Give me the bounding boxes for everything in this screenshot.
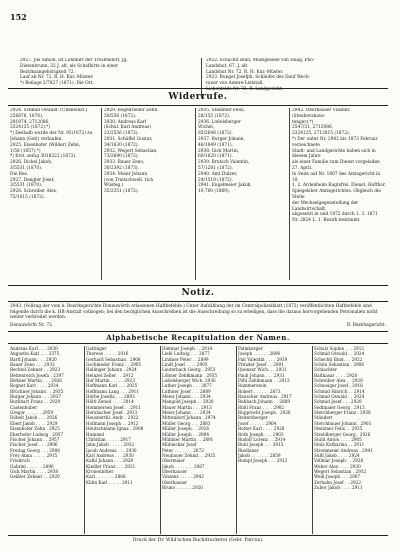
column-divider xyxy=(312,346,313,534)
text-line: Balthasar . . . . 2928 xyxy=(314,372,358,378)
text-line: Reitersberger xyxy=(238,415,268,421)
text-line: Dietmar Joseph . . 2914 xyxy=(162,346,213,351)
text-line: Meier Johann . . . 2934 xyxy=(162,410,211,416)
text-line: Schweiger Josef . 2918 xyxy=(314,383,363,389)
text-line: Liebl Ludwig . . . 2877 xyxy=(162,351,210,357)
text-line: 34/1630 (1872). xyxy=(104,142,139,148)
text-line: 256878, 1870), xyxy=(10,113,44,119)
text-line: Vinzenz . . . . . 2942 xyxy=(162,474,204,480)
column-divider xyxy=(160,346,161,534)
text-line: 2937. Burger Johann, xyxy=(198,136,245,142)
text-line: Schreiber Alex . . 2928 xyxy=(314,378,363,384)
text-line: Peter . . . . . . . 2872 xyxy=(162,447,204,453)
text-line: 2935. Steinmer Felix, xyxy=(198,108,245,113)
text-line: Höltl Zenod . . . . 2914 xyxy=(86,399,134,405)
index-column-2 xyxy=(86,346,160,538)
index-column-4 xyxy=(238,346,312,538)
section-title-notiz: Notiz. xyxy=(181,288,215,298)
column-divider xyxy=(195,108,196,280)
text-line: 2926. Dickel Jakob, xyxy=(10,160,53,166)
text-line: 23/2556 (1872). xyxy=(104,131,139,137)
text-line: Eberl Jakob . . . . 2929 xyxy=(10,420,58,426)
text-line: Steinmer Felix . . 2935 xyxy=(314,426,363,432)
text-line: Zerhahn Josef . . 2922 xyxy=(314,479,361,485)
text-line: *) Der unter Nr. 2942 bis 1873 Februar verzeichnete xyxy=(292,136,378,148)
text-line: Die Res. xyxy=(10,171,29,177)
text-line: Ruhl Joseph . . . 2913 xyxy=(238,442,284,448)
text-line: Zuber Jakob . . . . 2911 xyxy=(314,484,363,490)
signature-place: Donauwörth Nr. 72. xyxy=(10,323,54,328)
text-line: Ekerhofer Ludwig . 2957 xyxy=(10,431,64,437)
text-line: Hoffmann Karl . . . 2925 xyxy=(86,383,138,389)
text-line: 75/1015 (1872). xyxy=(10,194,45,200)
text-line: Pauli Johann . . . 2931 xyxy=(238,372,285,378)
text-line: 2930. Andreas Karl xyxy=(104,119,147,125)
text-line: Therese . . . . . 2916 xyxy=(86,351,129,357)
text-line: 2941. Engelmeier Jakob, xyxy=(198,183,252,189)
text-line: 3/5531 (1870). xyxy=(10,183,43,189)
text-line: Nr. 2824 L. 1. Bezirk bestimmt. xyxy=(292,218,361,224)
index-column-3 xyxy=(162,346,236,538)
text-line: Landshut, 67. J. alt. xyxy=(206,63,249,69)
text-line: Rudolf Lorenz . . 2914 xyxy=(238,436,286,442)
text-line: der Wechselgegenstellung der Landwirtschaft, xyxy=(292,200,359,212)
text-line: Castenhuber xyxy=(10,404,38,410)
text-line: Rotter Karl . . . . 2928 xyxy=(238,426,285,432)
text-line: Rauscher Andreas . 2917 xyxy=(238,394,292,400)
text-line: Riedlaner xyxy=(238,447,259,453)
text-line: Stolz Katharina . . 2911 xyxy=(314,442,365,448)
text-line: 2324125, 2712815 (1872). xyxy=(292,131,351,137)
text-line: Sterchbauer Johann . 2903 xyxy=(314,420,372,426)
text-line: (von Traitschwell. rich xyxy=(104,177,154,183)
column-divider xyxy=(84,346,85,534)
page-number: 152 xyxy=(10,12,27,22)
widerrufe-column-2 xyxy=(104,108,194,286)
text-line: 60/1620 (1871). xyxy=(198,154,233,160)
text-line: Rupprecht Joseph . 2926 xyxy=(238,410,291,416)
text-line: Spiegelsber Amtsgerichtes. Obgleich die Stelle xyxy=(292,189,381,200)
text-line: 50/556 (1872). xyxy=(104,113,137,119)
text-line: Eisenhofer Zehn . 2925 xyxy=(10,426,60,432)
text-line: (Schul. Karl Andreas) xyxy=(104,125,151,131)
text-line: tenger).*) xyxy=(292,119,314,125)
text-line: 46/1849 (1871). xyxy=(198,142,233,148)
text-line: Kühn Karl . . . . . 2911 xyxy=(86,479,133,485)
column-divider xyxy=(101,108,102,280)
text-line: Frey Anna . . . . . 2915 xyxy=(10,452,58,458)
text-line: Paß Valentin . . . . 2939 xyxy=(238,356,288,362)
horizontal-rule xyxy=(8,105,388,106)
text-line: Hofmann Joseph . . 2912 xyxy=(86,420,139,426)
text-line: Palmberger xyxy=(238,346,263,351)
section-title-widerrufe: Widerrufe. xyxy=(168,92,228,102)
text-line: Sterchberger Franz . 2938 xyxy=(314,410,371,416)
text-line: Rößl Franz . . . . 2902 xyxy=(238,404,285,410)
text-line: Quenzer Wich. . . 2931 xyxy=(238,367,287,373)
text-line: 2936. Loßelsberger xyxy=(198,119,241,125)
text-line: Oberhauser xyxy=(162,468,188,474)
text-line: Hoffmann Lang . . . 2911 xyxy=(86,388,139,394)
text-line: 2547/31, 2712086, xyxy=(292,125,334,131)
text-line: Lindner Peter . . 2899 xyxy=(162,356,209,362)
text-line: Hummel xyxy=(86,431,105,437)
text-line: 2924. Schmid Oswald. (Übeneinzt.) xyxy=(10,108,88,113)
text-line: Liebenfelde Nr. 72. R. Landgericht. xyxy=(206,86,284,92)
text-line: (Steuberahaus- xyxy=(292,113,326,119)
text-line: 2927. Dengler Josef, xyxy=(10,177,55,183)
text-line: Brückner Johann . . 2935 xyxy=(10,388,64,394)
text-line: Karl Andreas . . . 2930 xyxy=(86,452,134,458)
text-line: Gick Martin . . . . 2938 xyxy=(10,468,59,474)
notiz-paragraph: 2943. (Vollzug der vom k. Bezirksgerichte Donauwörth erlassenen Haftbefehle.) Unter Aufzählung der im Centralpolizeiblatt (1872) veröffentlichten Haftbefehle sind folgende durch die k. Hft-Anstalt vollzogen; bei den bezüglichen Ausschreiben ist die Ausschreibung so zu erledigen, dass die daraus hervorgehenden Personalien nicht weiter verbreitet werden. xyxy=(10,304,378,321)
column-divider xyxy=(289,108,290,280)
text-line: Hof Martin . . . . . 2923 xyxy=(86,378,135,384)
printer-footer: Druck der Dr. Wild'schen Buchdruckerei (Gebr. Parcus). xyxy=(132,538,264,543)
text-line: Kalbl Johann . . . 2928 xyxy=(86,458,134,464)
text-line: Mangold Joseph . . 2926 xyxy=(162,399,214,405)
text-line: Müller Joseph . . 2926 xyxy=(162,426,209,432)
horizontal-rule xyxy=(8,343,388,344)
horizontal-rule xyxy=(8,535,388,536)
text-line: Streblberger Georg . 2926 xyxy=(314,431,371,437)
text-line: Mühlner Martin . . 2891 xyxy=(162,436,214,442)
widerrufe-section xyxy=(10,108,386,286)
text-line: Schulz Sophie . . . 2912 xyxy=(314,346,365,351)
text-line: Heinzel Zeller . . 2912 xyxy=(86,372,134,378)
text-line: Weber Alex . . . . 2930 xyxy=(314,463,361,469)
horizontal-rule xyxy=(8,301,388,302)
text-line: 2923. Bungel Josefph, Schleifer des Dauf Wech- xyxy=(206,75,311,81)
text-line: Fischer Josef . . . 2996 xyxy=(10,442,58,448)
text-line: Kindler Franz . . . 2921 xyxy=(86,463,136,469)
text-line: 2938. Gick Martin, xyxy=(198,148,240,154)
text-line: Gabriel . . . . . . 2896 xyxy=(10,463,54,469)
text-line: Fischer Johann . . 2957 xyxy=(10,436,60,442)
text-line: Heusnerthl. Andr. . 2922 xyxy=(86,415,139,421)
text-line: Mauer Martin . . . 2913 xyxy=(162,404,212,410)
horizontal-rule xyxy=(8,285,388,286)
text-line: Gattinger xyxy=(86,346,107,351)
text-line: Prinzler Josef . . 2901 xyxy=(238,362,284,368)
text-line: 2934. Meier Johann xyxy=(104,171,148,177)
text-line: Rehbach Johann . . 2889 xyxy=(238,399,290,405)
text-line: Wegert Sebastian . 2932 xyxy=(314,468,367,474)
text-line: Bogner Karl . . . . 2934 xyxy=(10,383,59,389)
text-line: Geißler Zehner . . 2920 xyxy=(10,474,60,480)
text-line: Angustin Karl . . . 2375 xyxy=(10,351,60,357)
text-line: 3/5531 (1870). xyxy=(10,165,43,171)
text-line: Hörbe Josefia . . . 2893 xyxy=(86,394,135,400)
text-line: Stuhl Anton . . . . 2905 xyxy=(314,436,362,442)
index-column-1 xyxy=(10,346,84,538)
text-line: 28/155 (1872). xyxy=(198,113,231,119)
text-line: Bezirksangehörigkeit 72. xyxy=(20,69,75,75)
text-line: Schmid Oswald . . 2924 xyxy=(314,394,365,400)
text-line: Joseph . . . . . . 2896 xyxy=(238,351,281,357)
text-line: Meier Johann . . . 2934 xyxy=(162,394,211,400)
signature-authority: R. Bezirksgericht. xyxy=(346,323,386,328)
text-line: *) Beilage 2/7827 (1871). Die Ort. xyxy=(20,81,94,87)
text-line: Bruno . . . . . . 2920 xyxy=(162,484,203,490)
text-line: Loßelsberger Wich. 2936 xyxy=(162,378,216,384)
text-line: Luthner Josef . . . 2889 xyxy=(162,388,211,394)
text-line: Bettenreich Josefa . 2397 xyxy=(10,372,64,378)
text-line: Schlachter xyxy=(314,367,337,373)
text-line: Müller Joseph . . 2904 xyxy=(162,431,209,437)
text-line: Freitag Georg . . . 2908 xyxy=(10,447,60,453)
text-line: Burkhart Franz . . 2929 xyxy=(10,399,61,405)
text-line: Robert . . . . . . 2873 xyxy=(238,388,281,394)
text-line: 10,700 (1869). xyxy=(198,189,231,195)
text-line: 2939. Brutsch Valentin, xyxy=(198,160,250,166)
text-line: Rammerstein xyxy=(238,383,267,389)
text-line: Bartl Johann . . . 2920 xyxy=(10,356,57,362)
text-line: 24/1519 (1872). xyxy=(198,177,233,183)
text-line: Mittendorf Johann . 2974 xyxy=(162,415,216,421)
text-line: 73/2690 (1872). xyxy=(104,154,139,160)
text-line: rauer von Autere-Leitstall. xyxy=(206,81,264,87)
text-line: 85/2648 (1872). xyxy=(198,131,233,137)
text-line: Wüsteg.) xyxy=(104,183,124,189)
text-line: Gschmeder Franz . . 2905 xyxy=(86,362,142,368)
text-line: Schön Sebastian . 2906 xyxy=(314,362,364,368)
text-line: 1/58 (1857).*) xyxy=(10,148,41,154)
text-line: *) Deshalb wurde der Nr. 95(1872) zu Johann (Gott) verlaufen. xyxy=(10,131,93,142)
text-line: Süßl Jakob . . . . 2924 xyxy=(314,452,360,458)
text-line: Weiß Joseph . . . 2907 xyxy=(314,474,361,480)
text-line: Vollmar Joseph . . 2928 xyxy=(314,458,364,464)
text-line: Bechtel Zehner . . 2923 xyxy=(10,367,61,373)
name-index xyxy=(10,346,386,538)
text-line: Burger Johann . . . 2937 xyxy=(10,394,62,400)
horizontal-rule xyxy=(8,331,388,332)
widerrufe-column-4 xyxy=(292,108,386,286)
notiz-signature xyxy=(10,323,386,328)
text-line: 2931. Schäffel Gustav, xyxy=(104,136,153,142)
text-line: Friedrich xyxy=(10,458,30,464)
text-line: 35/2351 (1872). xyxy=(104,189,139,195)
text-line: 2940. Amt Dulzer, xyxy=(198,171,238,177)
text-line: 57/1281 (1872). xyxy=(198,165,233,171)
text-line: Oberhauser xyxy=(162,479,188,485)
widerrufe-column-1 xyxy=(10,108,100,286)
column-divider xyxy=(236,346,237,534)
text-line: Sedlmaier Georg . 2913 xyxy=(314,404,365,410)
text-line: Wichel, xyxy=(198,125,215,131)
text-line: Schmid Hinrich . . 2914 xyxy=(314,388,365,394)
text-line: Schmid Oswald . . 2924 xyxy=(314,351,365,357)
text-line: Hallinger Johann . 2924 xyxy=(86,367,137,373)
text-line: Christian . . . . . 2917 xyxy=(86,436,131,442)
text-line: Horsbacher Josef . 2923 xyxy=(86,410,138,416)
text-line: Müller Georg . . . 2883 xyxy=(162,420,211,426)
text-line: Jakob . . . . . . . 2859 xyxy=(238,452,281,458)
text-line: 2932. Wegert Sebastian, xyxy=(104,148,158,154)
text-line: 291874, 2712086, xyxy=(10,119,50,125)
text-line: Lauf ab Nr. 72. R. H. Kur.-Müster. xyxy=(20,75,94,81)
text-line: In Seite auf Nr. 1807 des Amtsgericht in 18 xyxy=(292,171,381,183)
text-line: Birkner Martin . . . 2926 xyxy=(10,378,62,384)
text-line: Gregor . . . . . . 2959 xyxy=(10,410,53,416)
text-line: Josef . . . . . . 2904 xyxy=(238,420,277,426)
horizontal-rule xyxy=(8,88,388,89)
text-line: 2925. Eisenhofer (Wilder) Zehn, xyxy=(10,142,81,148)
text-line: abgesetzt in und 1872 durch 1. 3. 1871 xyxy=(292,212,378,218)
text-line: Heutschmann Ignaz . 2908 xyxy=(86,426,144,432)
text-line: Löhner Zehlkmann . 2935 xyxy=(162,372,217,378)
document-page xyxy=(8,6,388,546)
text-line: *) Erst. zeitig 3018322 (1872). xyxy=(10,154,77,160)
text-line: Lindt Josef . . . . 2905 xyxy=(162,362,208,368)
text-line: Kronenbitter xyxy=(86,468,114,474)
text-line: Lauterbach Georg . 2953 xyxy=(162,367,216,373)
text-line: Jakob . . . . . . . 2887 xyxy=(162,463,205,469)
text-line: Döbelt Jakob . . . 2926 xyxy=(10,415,58,421)
text-line: Ständert xyxy=(314,415,333,421)
text-line: Schechtl Bind. . . 2922 xyxy=(314,356,363,362)
text-line: Stadt- und Landgerichte haben sich in diesem Jahre xyxy=(292,148,376,160)
text-line: Landshut Nr. 72. R. H. Kur.-Müster. xyxy=(206,69,284,75)
text-line: Andreas Karl . . . 2930 xyxy=(10,346,58,351)
index-column-5 xyxy=(314,346,386,538)
text-line: 2922. Schächtl Bind, Müssgeselle von Haag, Pho- xyxy=(206,58,315,63)
text-line: Rumpl Joseph . . . 2912 xyxy=(238,458,288,464)
text-line: Luther Joseph . . . 2877 xyxy=(162,383,212,389)
text-line: 2928. Schreiber Alex, xyxy=(10,189,58,195)
text-line: Iacob Andreas . . . 2930 xyxy=(86,447,137,453)
text-line: Karl . . . . . . . 2868 xyxy=(86,474,126,480)
text-line: 30/2392 (1873). xyxy=(104,165,139,171)
section-title-index: Alphabetische Recapitulation der Namen. xyxy=(106,333,290,342)
text-line: 1. 2. Ardenheim Ragtsfrei. Dienst, Hofthor, xyxy=(292,183,386,189)
text-line: Pöhl Zehlkmann . . 2913 xyxy=(238,378,290,384)
text-line: Mühlecker Josef xyxy=(162,442,197,448)
text-line: Roth Joseph . . . 2903 xyxy=(238,431,284,437)
text-line: als einer Familie zum Dienst vorgeladen 27. April. xyxy=(292,160,380,171)
text-line: Hommersen Josef . . 2911 xyxy=(86,404,141,410)
notiz-text xyxy=(10,304,386,322)
widerrufe-column-3 xyxy=(198,108,288,286)
text-line: 2927. Jus Simon, ist Lohnhirt der Troslendorf, Jg. xyxy=(20,58,128,63)
text-line: Gerhard Sebastian . 2908 xyxy=(86,356,141,362)
text-line: 2929. Bogenrieder Zehn. xyxy=(104,108,159,113)
text-line: Strommeier Andreas . 2941 xyxy=(314,447,373,453)
text-line: 2933. Bauer Zeno, xyxy=(104,160,145,166)
text-line: 3324135 (1872).*) xyxy=(10,125,50,131)
text-line: Neubauer Zehnd . . 2925 xyxy=(162,452,216,458)
text-line: Obermaier xyxy=(162,458,185,464)
text-line: Schmid Josef . . . 2920 xyxy=(314,399,362,405)
text-line: Bauer Zeno . . . 2933 xyxy=(10,362,55,368)
text-line: Dietenbrunn, 32 J. alt, als Schafhirte in einer xyxy=(20,63,118,69)
text-line: Jahn Jakob . . . . . 2932 xyxy=(86,442,135,448)
text-line: 2942. Oberhauser Vinzenz xyxy=(292,108,350,113)
